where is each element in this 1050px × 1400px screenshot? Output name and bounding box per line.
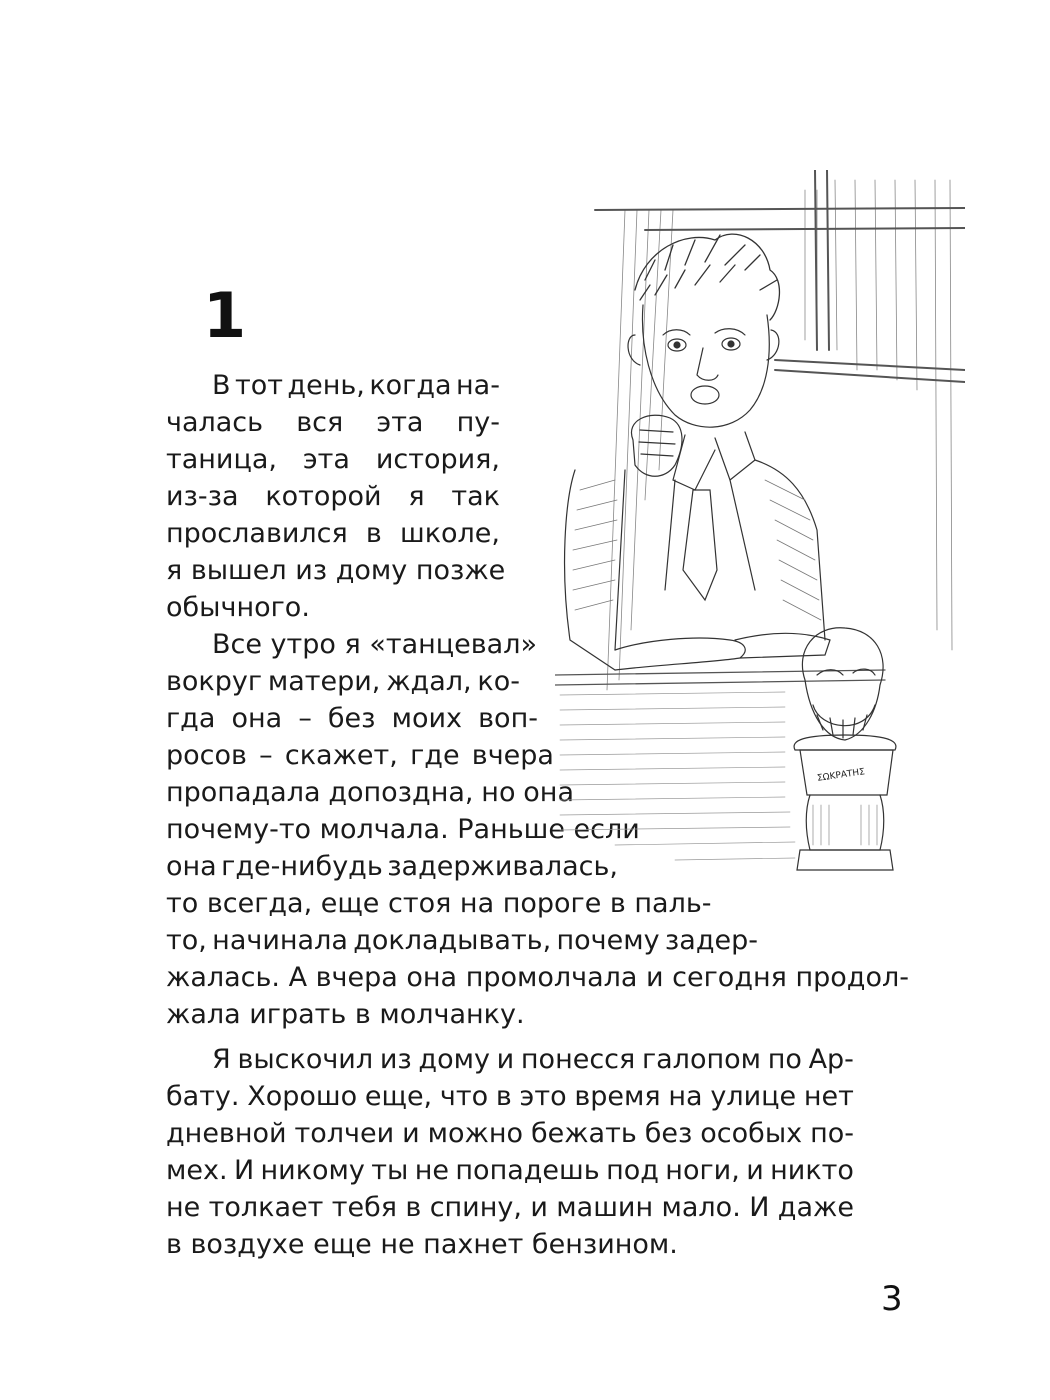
bust-shading	[813, 805, 877, 845]
text-line: пропадала допоздна, но она	[166, 777, 574, 808]
text-line: вокруг матери, ждал, ко-	[166, 666, 520, 697]
wall-hatching	[607, 180, 952, 690]
page-number: 3	[881, 1279, 903, 1319]
boy-jacket	[565, 432, 825, 670]
text-line: дневной толчеи и можно бежать без особых по-	[166, 1118, 854, 1149]
text-line: прославился в школе,	[166, 518, 500, 549]
text-line: обычного.	[166, 592, 310, 623]
text-line: жала играть в молчанку.	[166, 999, 525, 1030]
text-line: Все утро я «танцевал»	[212, 629, 538, 660]
desk-shading	[560, 692, 795, 860]
window-frame	[595, 170, 965, 382]
text-line: в воздухе еще не пахнет бензином.	[166, 1229, 678, 1260]
text-line: то всегда, еще стоя на пороге в паль-	[166, 888, 712, 919]
text-line: мех. И никому ты не попадешь под ноги, и никто	[166, 1155, 854, 1186]
boy-face	[628, 305, 779, 427]
text-line: бату. Хорошо еще, что в это время на улице нет	[166, 1081, 854, 1112]
text-line: Я выскочил из дому и понесся галопом по Ар-	[212, 1044, 854, 1075]
text-line: из-за которой я так	[166, 481, 500, 512]
text-line: гда она – без моих воп-	[166, 703, 538, 734]
text-line: В тот день, когда на-	[212, 370, 500, 401]
desk	[555, 670, 885, 685]
text-line: почему-то молчала. Раньше если	[166, 814, 640, 845]
boy-hair	[635, 234, 779, 320]
text-line: я вышел из дому позже	[166, 555, 506, 586]
text-line: жалась. А вчера она промолчала и сегодня продол-	[166, 962, 909, 993]
bust-label: ΣΩΚΡΑΤΗΣ	[816, 767, 866, 784]
text-line: она где-нибудь задерживалась,	[166, 851, 618, 882]
text-line: росов – скажет, где вчера	[166, 740, 554, 771]
illustration-sketch	[555, 170, 965, 890]
chapter-number: 1	[203, 279, 247, 352]
socrates-bust	[794, 628, 896, 870]
text-line: то, начинала докладывать, почему задер-	[166, 925, 758, 956]
boy-arms	[615, 633, 830, 670]
text-line: чалась вся эта пу-	[166, 407, 500, 438]
text-line: таница, эта история,	[166, 444, 500, 475]
text-line: не толкает тебя в спину, и машин мало. И даже	[166, 1192, 854, 1223]
